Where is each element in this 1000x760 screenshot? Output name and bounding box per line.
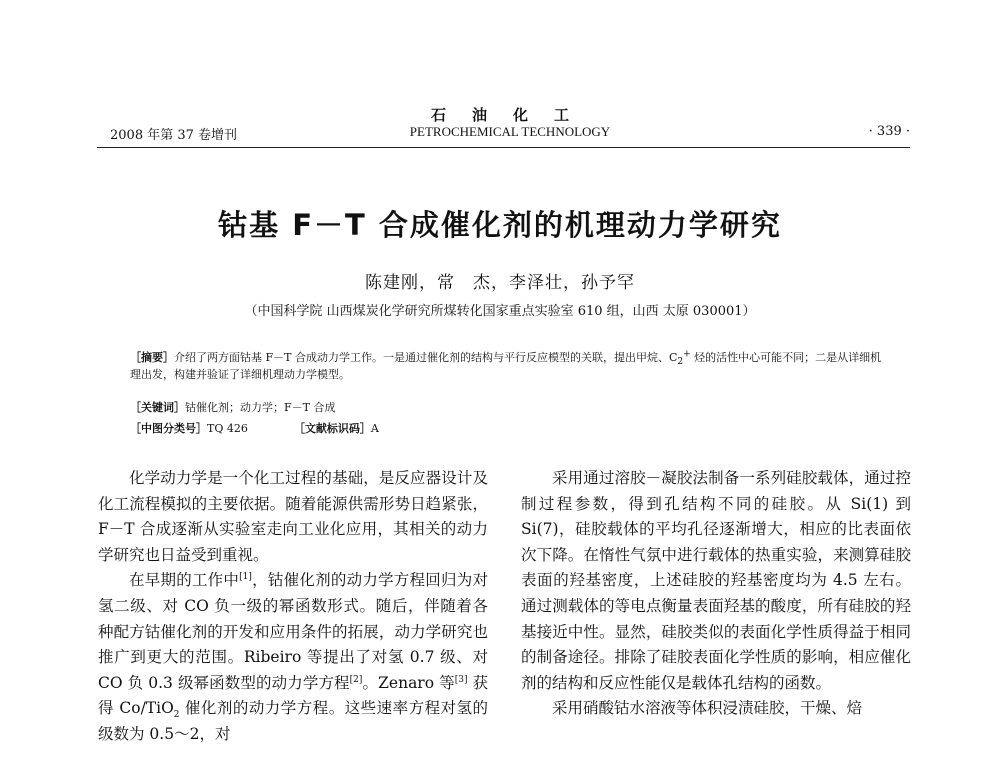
citation: [1] [239,572,252,583]
running-header [110,124,910,142]
abstract-subscript: 2 [677,357,684,368]
body-column-left [98,466,488,748]
doc-code: A [370,422,379,435]
keywords [130,400,890,416]
doc-code-label: ［文献标识码］ [293,422,371,435]
clc-label: ［中图分类号］ [130,422,207,435]
citation: [2] [349,674,363,685]
abstract-text-b: 烃的活性中心可能不同；二是从详细机理出发，构建并验证了详细机理动力学模型。 [130,351,882,381]
paragraph: 化学动力学是一个化工过程的基础，是反应器设计及化工流程模拟的主要依据。随着能源供需形势日趋紧张，F－T 合成逐渐从实验室走向工业化应用，其相关的动力学研究也日益受到重视。 [98,469,488,564]
paragraph: 在早期的工作中[1]，钴催化剂的动力学方程回归为对氢二级、对 CO 负一级的幂函数形式。随后，伴随着各种配方钴催化剂的开发和应用条件的拓展，动力学研究也推广到更大的范围。Ribeiro 等提出了对氢 0.7 级、对 CO 负 0.3 级幂函数型的动力学方程[2]。Zenaro 等[3] 获得 Co/TiO$_2$ 催化剂的动力学方程。这些速率方程对氢的级数为 0.5～2，对 [98,571,488,743]
journal-name-chinese: 石油化工 [430,106,595,124]
paragraph: 采用通过溶胶－凝胶法制备一系列硅胶载体，通过控制过程参数，得到孔结构不同的硅胶。从 Si(1) 到 Si(7)，硅胶载体的平均孔径逐渐增大，相应的比表面依次下降。在惰性气氛中进行载体的热重实验，来测算硅胶表面的羟基密度，上述硅胶的羟基密度均为 4.5 左右。通过测载体的等电点衡量表面羟基的酸度，所有硅胶的羟基接近中性。显然，硅胶类似的表面化学性质得益于相同的制备途径。排除了硅胶表面化学性质的影响，相应催化剂的结构和反应性能仅是载体孔结构的函数。 [521,469,911,692]
classification [130,421,890,437]
issue-info: 2008 年第 37 卷增刊 [110,128,238,143]
paper-title: 钴基 F－T 合成催化剂的机理动力学研究 [218,208,782,242]
keywords-label: ［关键词］ [130,401,185,414]
authors: 陈建刚，常 杰，李泽壮，孙予罕 [365,273,635,293]
paragraph: 采用硝酸钴水溶液等体积浸渍硅胶，干燥、焙 [552,699,863,718]
abstract-text-a: 介绍了两方面钴基 F－T 合成动力学工作。一是通过催化剂的结构与平行反应模型的关联，提出甲烷、C [174,351,678,364]
header-rule [97,147,910,148]
body-column-right [521,466,911,722]
clc-code: TQ 426 [207,422,248,435]
abstract [130,349,890,383]
page-number: · 339 · [868,124,910,139]
affiliation: （中国科学院 山西煤炭化学研究所煤转化国家重点实验室 610 组，山西 太原 030001） [244,304,756,319]
abstract-superscript: + [683,349,691,360]
keywords-text: 钴催化剂；动力学；F－T 合成 [185,401,336,414]
journal-name-english: PETROCHEMICAL TECHNOLOGY [409,124,611,139]
abstract-label: ［摘要］ [130,351,174,364]
citation: [3] [454,674,468,685]
